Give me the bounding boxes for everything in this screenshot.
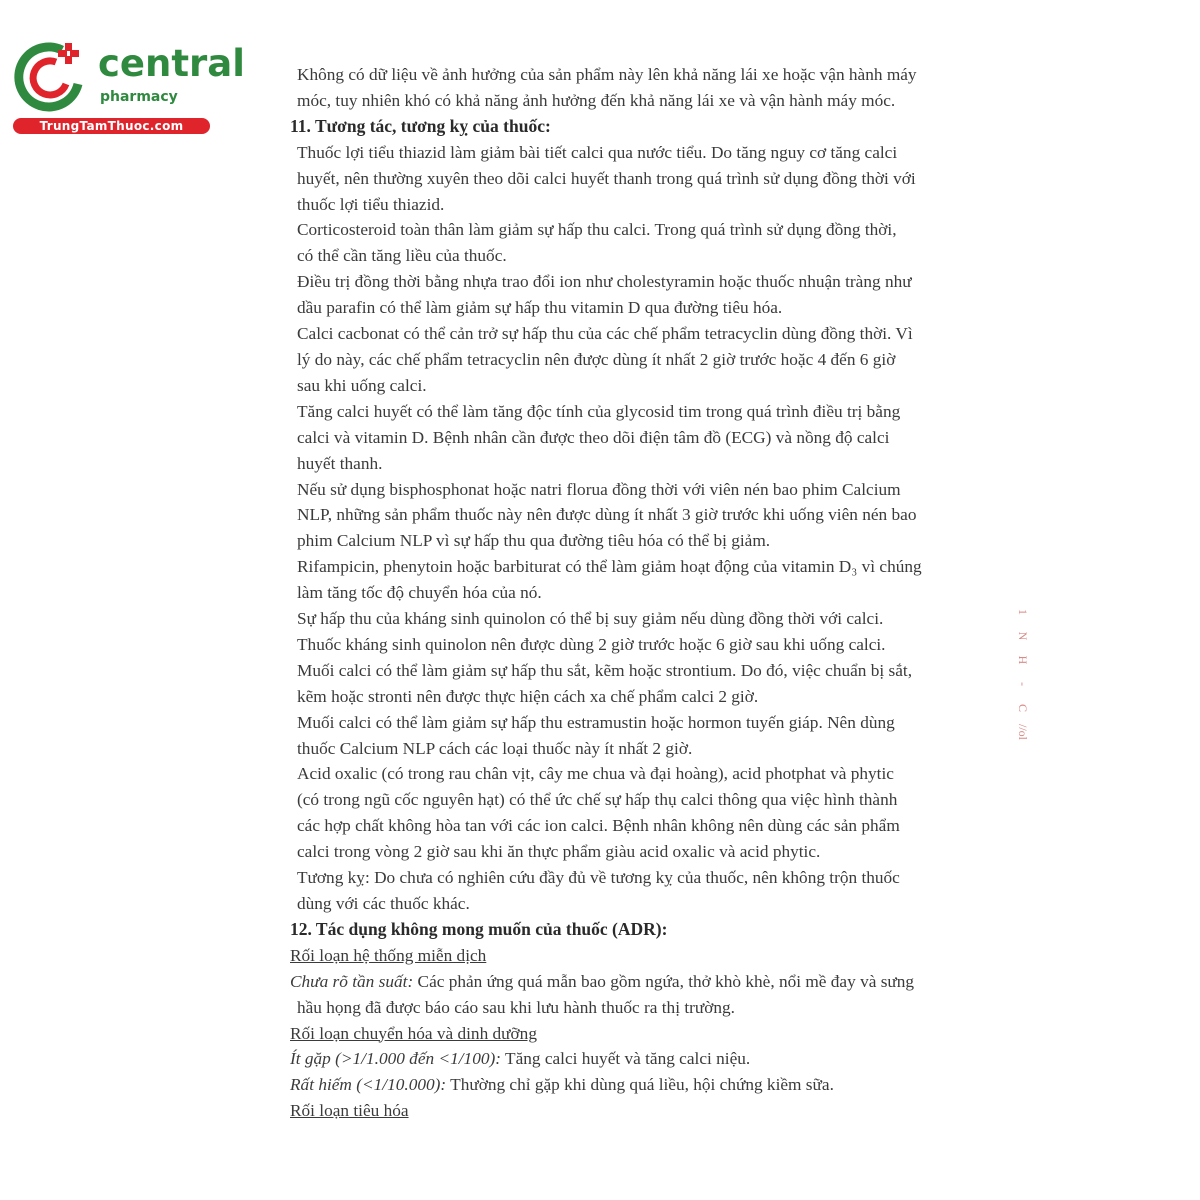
brand-subtitle: pharmacy [100, 89, 178, 105]
frequency-text: Các phản ứng quá mẫn bao gồm ngứa, thở khò khè, nổi mề đay và sưng [413, 971, 915, 991]
body-line: dùng với các thuốc khác. [297, 894, 470, 913]
stamp-fragment: - [1016, 682, 1030, 686]
body-line: Muối calci có thể làm giảm sự hấp thu sắt, kẽm hoặc strontium. Do đó, việc chuẩn bị sắt, [297, 660, 913, 680]
body-line: thuốc Calcium NLP cách các loại thuốc này ít nhất 2 giờ. [297, 738, 693, 758]
brand-name: central [98, 42, 245, 85]
body-line: kẽm hoặc stronti nên được thực hiện cách xa chế phẩm calci 2 giờ. [297, 686, 759, 706]
body-line: hầu họng đã được báo cáo sau khi lưu hành thuốc ra thị trường. [297, 997, 735, 1017]
body-line: calci trong vòng 2 giờ sau khi ăn thực phẩm giàu acid oxalic và acid phytic. [297, 842, 821, 862]
stamp-fragment: N [1016, 631, 1030, 641]
body-line: (có trong ngũ cốc nguyên hạt) có thể ức chế sự hấp thụ calci thông qua việc hình thành [297, 790, 898, 810]
body-line: NLP, những sản phẩm thuốc này nên được dùng ít nhất 3 giờ trước khi uống viên nén bao [297, 505, 917, 525]
body-line: huyết, nên thường xuyên theo dõi calci huyết thanh trong quá trình sử dụng đồng thời với [297, 168, 916, 188]
body-line: làm tăng tốc độ chuyển hóa của nó. [297, 583, 542, 603]
body-line: Tương kỵ: Do chưa có nghiên cứu đầy đủ về tương kỵ của thuốc, nên không trộn thuốc [297, 868, 900, 888]
body-line: Corticosteroid toàn thân làm giảm sự hấp thu calci. Trong quá trình sử dụng đồng thời, [297, 220, 897, 240]
gi-disorders-subheading: Rối loạn tiêu hóa [290, 1101, 409, 1121]
frequency-label: Chưa rõ tần suất: [290, 971, 414, 991]
central-pharmacy-logo-icon [12, 40, 88, 116]
frequency-label: Ít gặp (>1/1.000 đến <1/100): [290, 1049, 501, 1069]
body-line: các hợp chất không hòa tan với các ion calci. Bệnh nhân không nên dùng các sản phẩm [297, 816, 900, 836]
body-line: Tăng calci huyết có thể làm tăng độc tính của glycosid tim trong quá trình điều trị bằng [297, 401, 901, 421]
section-11-heading: 11. Tương tác, tương kỵ của thuốc: [290, 115, 551, 136]
document-page [290, 62, 970, 1124]
body-line: huyết thanh. [297, 453, 383, 473]
frequency-label: Rất hiếm (<1/10.000): [290, 1075, 447, 1095]
stamp-fragment: C [1016, 703, 1030, 712]
uncommon-frequency-line [290, 1046, 970, 1072]
body-line: lý do này, các chế phẩm tetracyclin nên được dùng ít nhất 2 giờ trước hoặc 4 đến 6 giờ [297, 349, 896, 369]
body-line: Không có dữ liệu về ảnh hưởng của sản phẩm này lên khả năng lái xe hoặc vận hành máy [297, 65, 917, 84]
immune-frequency-line [290, 969, 970, 995]
body-line: thuốc lợi tiểu thiazid. [297, 194, 445, 214]
metabolism-disorders-subheading: Rối loạn chuyển hóa và dinh dưỡng [290, 1023, 537, 1043]
frequency-text: Tăng calci huyết và tăng calci niệu. [501, 1049, 751, 1069]
stamp-fragment: //ol [1016, 723, 1030, 740]
body-line: sau khi uống calci. [297, 375, 427, 395]
body-line: Rifampicin, phenytoin hoặc barbiturat có thể làm giảm hoạt động của vitamin D₃ vì chúng [297, 557, 922, 577]
body-line: phim Calcium NLP vì sự hấp thu qua đường tiêu hóa có thể bị giảm. [297, 531, 771, 551]
section-12-heading: 12. Tác dụng không mong muốn của thuốc (ADR): [290, 918, 668, 939]
body-line: móc, tuy nhiên khó có khả năng ảnh hưởng đến khả năng lái xe và vận hành máy móc. [297, 90, 896, 110]
stamp-fragment: 1 [1016, 609, 1030, 615]
body-line: dầu parafin có thể làm giảm sự hấp thu vitamin D qua đường tiêu hóa. [297, 298, 783, 318]
body-line: Điều trị đồng thời bằng nhựa trao đổi ion như cholestyramin hoặc thuốc nhuận tràng như [297, 272, 912, 292]
body-line: Calci cacbonat có thể cản trở sự hấp thu của các chế phẩm tetracyclin dùng đồng thời. Vì [297, 324, 913, 344]
body-line: Sự hấp thu của kháng sinh quinolon có thể bị suy giảm nếu dùng đồng thời với calci. [297, 609, 884, 629]
red-stamp-edge [1008, 600, 1038, 760]
body-line: Muối calci có thể làm giảm sự hấp thu estramustin hoặc hormon tuyến giáp. Nên dùng [297, 712, 895, 732]
body-line: Thuốc kháng sinh quinolon nên được dùng 2 giờ trước hoặc 6 giờ sau khi uống calci. [297, 634, 886, 654]
immune-disorders-subheading: Rối loạn hệ thống miễn dịch [290, 945, 487, 965]
very-rare-frequency-line [290, 1072, 970, 1098]
body-line: calci và vitamin D. Bệnh nhân cần được theo dõi điện tâm đồ (ECG) và nồng độ calci [297, 427, 890, 447]
frequency-text: Thường chỉ gặp khi dùng quá liều, hội chứng kiềm sữa. [446, 1075, 834, 1095]
body-line: Thuốc lợi tiểu thiazid làm giảm bài tiết calci qua nước tiểu. Do tăng nguy cơ tăng calci [297, 142, 898, 162]
body-line: Acid oxalic (có trong rau chân vịt, cây me chua và đại hoàng), acid photphat và phytic [297, 764, 894, 784]
stamp-fragment: H [1016, 655, 1030, 665]
brand-website: TrungTamThuoc.com [13, 118, 210, 134]
central-pharmacy-logo [10, 38, 245, 138]
body-line: Nếu sử dụng bisphosphonat hoặc natri florua đồng thời với viên nén bao phim Calcium [297, 479, 901, 499]
body-line: có thể cần tăng liều của thuốc. [297, 246, 507, 266]
